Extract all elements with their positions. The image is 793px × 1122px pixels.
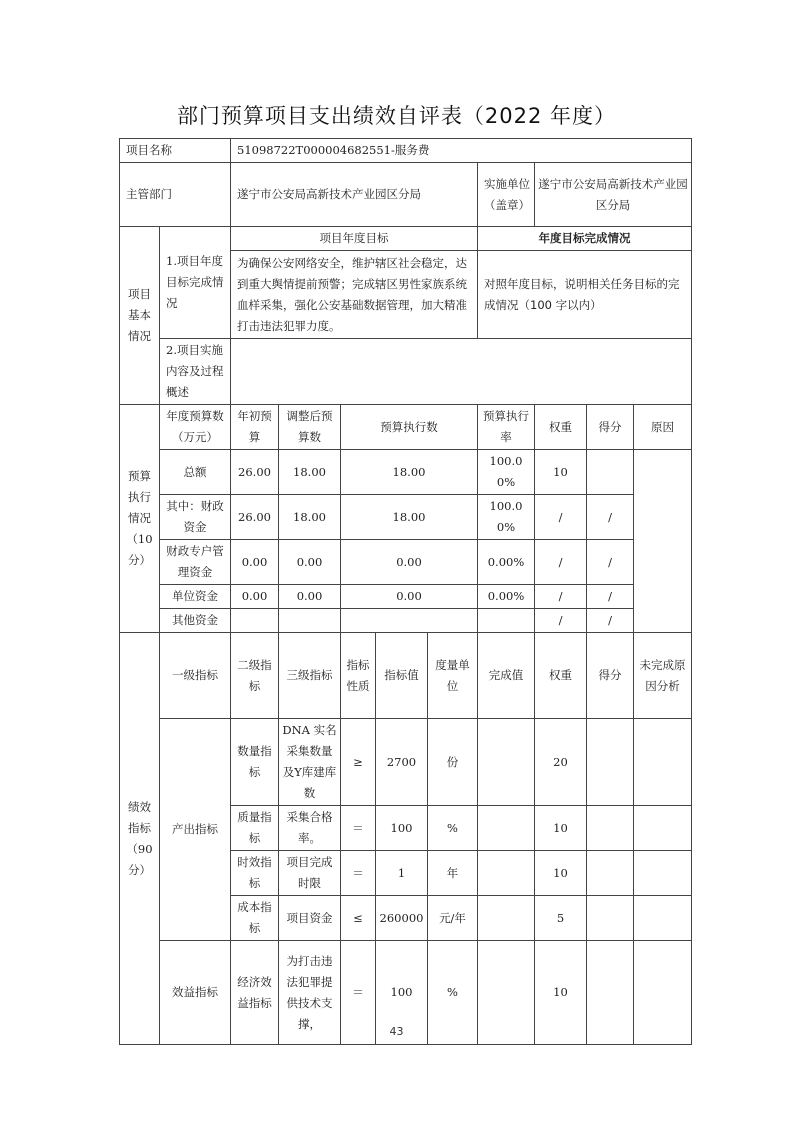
perf-l3: 为打击违法犯罪提供技术支撑， <box>279 941 341 1045</box>
budget-rate: 0.00% <box>478 585 535 609</box>
budget-row-name: 总额 <box>160 450 231 495</box>
budget-initial: 26.00 <box>231 450 279 495</box>
perf-unit: 份 <box>428 719 478 806</box>
supervisor-label: 主管部门 <box>120 163 231 227</box>
budget-header: 预算执行率 <box>478 405 535 450</box>
budget-score: / <box>587 585 634 609</box>
perf-l2: 数量指标 <box>231 719 279 806</box>
budget-rate: 100.00% <box>478 495 535 540</box>
perf-value: 2700 <box>376 719 428 806</box>
perf-header-row <box>120 633 692 719</box>
budget-row-name: 单位资金 <box>160 585 231 609</box>
evaluation-table <box>119 138 692 1045</box>
perf-reason <box>634 896 692 941</box>
budget-executed <box>341 609 478 633</box>
perf-header: 得分 <box>587 633 634 719</box>
perf-header: 三级指标 <box>279 633 341 719</box>
budget-row <box>120 585 692 609</box>
process-row-label: 2.项目实施内容及过程概述 <box>160 339 231 405</box>
budget-weight: 10 <box>535 450 587 495</box>
budget-score: / <box>587 495 634 540</box>
perf-header: 权重 <box>535 633 587 719</box>
budget-weight: / <box>535 540 587 585</box>
perf-l2: 经济效益指标 <box>231 941 279 1045</box>
output-indicator-label: 产出指标 <box>160 719 231 941</box>
budget-executed: 18.00 <box>341 495 478 540</box>
perf-weight: 10 <box>535 851 587 896</box>
perf-row <box>120 719 692 806</box>
perf-done <box>478 719 535 806</box>
budget-rate: 0.00% <box>478 540 535 585</box>
perf-weight: 5 <box>535 896 587 941</box>
perf-header: 未完成原因分析 <box>634 633 692 719</box>
perf-unit: 年 <box>428 851 478 896</box>
perf-score <box>587 719 634 806</box>
budget-header: 年度预算数（万元） <box>160 405 231 450</box>
perf-reason <box>634 719 692 806</box>
budget-adjusted: 18.00 <box>279 450 341 495</box>
project-name-value: 51098722T000004682551-服务费 <box>231 139 692 163</box>
project-name-row <box>120 139 692 163</box>
budget-header: 年初预算 <box>231 405 279 450</box>
perf-nature: ＝ <box>341 806 376 851</box>
perf-header: 完成值 <box>478 633 535 719</box>
perf-done <box>478 896 535 941</box>
perf-value: 260000 <box>376 896 428 941</box>
completion-header: 年度目标完成情况 <box>478 227 692 251</box>
budget-score <box>587 450 634 495</box>
budget-row <box>120 540 692 585</box>
perf-l2: 质量指标 <box>231 806 279 851</box>
perf-l3: 项目资金 <box>279 896 341 941</box>
perf-l3: DNA 实名采集数量及Y库建库数 <box>279 719 341 806</box>
perf-score <box>587 851 634 896</box>
completion-text: 对照年度目标，说明相关任务目标的完成情况（100 字以内） <box>478 251 692 339</box>
budget-weight: / <box>535 585 587 609</box>
perf-value: 1 <box>376 851 428 896</box>
perf-score <box>587 806 634 851</box>
perf-unit: % <box>428 941 478 1045</box>
budget-header: 权重 <box>535 405 587 450</box>
project-name-label: 项目名称 <box>120 139 231 163</box>
perf-done <box>478 806 535 851</box>
perf-unit: 元/年 <box>428 896 478 941</box>
budget-adjusted: 18.00 <box>279 495 341 540</box>
perf-nature: ≤ <box>341 896 376 941</box>
budget-weight: / <box>535 609 587 633</box>
page-title: 部门预算项目支出绩效自评表（2022 年度） <box>176 104 617 128</box>
budget-header: 原因 <box>634 405 692 450</box>
perf-done <box>478 851 535 896</box>
benefit-indicator-label: 效益指标 <box>160 941 231 1045</box>
budget-header: 调整后预算数 <box>279 405 341 450</box>
goal-text: 为确保公安网络安全，维护辖区社会稳定，达到重大舆情提前预警；完成辖区男性家族系统血样采集，强化公安基础数据管理，加大精准打击违法犯罪力度。 <box>231 251 478 339</box>
goal-row-label: 1.项目年度目标完成情况 <box>160 227 231 339</box>
budget-score: / <box>587 609 634 633</box>
perf-nature: ≥ <box>341 719 376 806</box>
budget-header-row <box>120 405 692 450</box>
perf-weight: 10 <box>535 941 587 1045</box>
perf-reason <box>634 851 692 896</box>
budget-initial: 26.00 <box>231 495 279 540</box>
budget-adjusted <box>279 609 341 633</box>
budget-row <box>120 495 692 540</box>
budget-score: / <box>587 540 634 585</box>
perf-value: 100 <box>376 806 428 851</box>
budget-executed: 0.00 <box>341 585 478 609</box>
budget-row <box>120 450 692 495</box>
perf-header: 一级指标 <box>160 633 231 719</box>
perf-l2: 时效指标 <box>231 851 279 896</box>
perf-header: 指标性质 <box>341 633 376 719</box>
process-text <box>231 339 692 405</box>
perf-header: 二级指标 <box>231 633 279 719</box>
goal-header: 项目年度目标 <box>231 227 478 251</box>
budget-adjusted: 0.00 <box>279 540 341 585</box>
budget-executed: 18.00 <box>341 450 478 495</box>
perf-l2: 成本指标 <box>231 896 279 941</box>
budget-initial: 0.00 <box>231 585 279 609</box>
budget-header: 得分 <box>587 405 634 450</box>
impl-unit-label: 实施单位（盖章） <box>478 163 535 227</box>
page-number: 43 <box>389 1025 404 1038</box>
perf-l3: 采集合格率。 <box>279 806 341 851</box>
supervisor-value: 遂宁市公安局高新技术产业园区分局 <box>231 163 478 227</box>
department-row <box>120 163 692 227</box>
budget-rate <box>478 609 535 633</box>
perf-nature: ＝ <box>341 851 376 896</box>
perf-nature: ＝ <box>341 941 376 1045</box>
perf-header: 度量单位 <box>428 633 478 719</box>
budget-row <box>120 609 692 633</box>
perf-l3: 项目完成时限 <box>279 851 341 896</box>
basic-section-label: 项目基本情况 <box>120 227 160 405</box>
budget-reason <box>634 450 692 633</box>
perf-weight: 20 <box>535 719 587 806</box>
budget-row-name: 其他资金 <box>160 609 231 633</box>
budget-row-name: 其中：财政资金 <box>160 495 231 540</box>
budget-rate: 100.00% <box>478 450 535 495</box>
basic-header-row <box>120 227 692 251</box>
perf-reason <box>634 806 692 851</box>
budget-adjusted: 0.00 <box>279 585 341 609</box>
perf-value: 100 <box>376 941 428 1045</box>
impl-unit-value: 遂宁市公安局高新技术产业园区分局 <box>535 163 692 227</box>
budget-executed: 0.00 <box>341 540 478 585</box>
budget-initial <box>231 609 279 633</box>
perf-weight: 10 <box>535 806 587 851</box>
perf-header: 指标值 <box>376 633 428 719</box>
perf-unit: % <box>428 806 478 851</box>
budget-weight: / <box>535 495 587 540</box>
perf-section-label: 绩效指标（90分） <box>120 633 160 1045</box>
budget-initial: 0.00 <box>231 540 279 585</box>
budget-header: 预算执行数 <box>341 405 478 450</box>
budget-row-name: 财政专户管理资金 <box>160 540 231 585</box>
perf-score <box>587 896 634 941</box>
budget-section-label: 预算执行情况（10分） <box>120 405 160 633</box>
basic-process-row <box>120 339 692 405</box>
